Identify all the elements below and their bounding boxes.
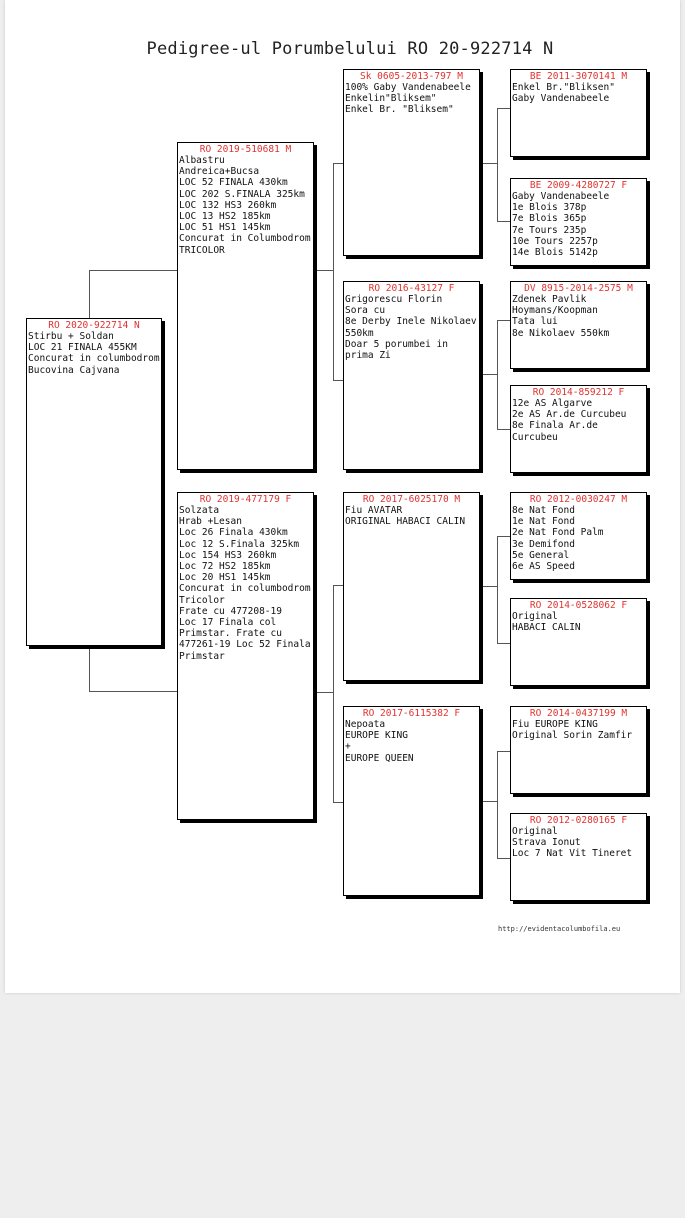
detail-line: HABACI CALIN xyxy=(512,622,581,634)
pigeon-details xyxy=(178,155,313,256)
great-grandparent-box xyxy=(510,598,647,686)
detail-line: 7e Blois 365p xyxy=(512,213,587,225)
detail-line: Curcubeu xyxy=(512,431,558,443)
pigeon-details xyxy=(344,505,479,527)
pigeon-details xyxy=(511,611,646,633)
detail-line: EUROPE KING xyxy=(345,730,408,742)
connector xyxy=(497,751,511,752)
detail-line: LOC 202 S.FINALA 325km xyxy=(179,188,305,200)
pigeon-details xyxy=(27,331,161,376)
ring-number: RO 2019-510681 M xyxy=(199,144,292,155)
detail-line: 3e Demifond xyxy=(512,538,575,550)
detail-line: Solzata xyxy=(179,505,220,516)
pigeon-details xyxy=(344,82,479,116)
detail-line: + xyxy=(345,741,351,753)
detail-line: Loc 26 Finala 430km xyxy=(179,527,288,539)
granddam-paternal-box xyxy=(343,281,480,470)
pigeon-details xyxy=(511,719,646,741)
connector xyxy=(497,751,498,859)
ring-number: RO 2017-6115382 F xyxy=(362,708,461,719)
connector xyxy=(479,586,498,587)
ring-number: RO 2017-6025170 M xyxy=(362,494,461,505)
detail-line: Enkel Br. "Bliksem" xyxy=(345,104,454,116)
great-grandparent-box xyxy=(510,813,647,901)
detail-line: Original xyxy=(512,611,558,622)
connector xyxy=(333,585,334,803)
pigeon-details xyxy=(511,191,646,258)
detail-line: 2e AS Ar.de Curcubeu xyxy=(512,409,627,421)
detail-line: Primstar. Frate cu xyxy=(179,628,282,640)
detail-line: LOC 21 FINALA 455KM xyxy=(28,342,137,354)
detail-line: Loc 17 Finala col xyxy=(179,617,277,629)
detail-line: Hoymans/Koopman xyxy=(512,305,598,317)
connector xyxy=(313,270,334,271)
detail-line: Enkel Br."Bliksen" xyxy=(512,82,615,93)
detail-line: Gaby Vandenabeele xyxy=(512,191,610,202)
detail-line: Strava Ionut xyxy=(512,837,581,849)
ring-number: RO 2012-0030247 M xyxy=(529,494,628,505)
detail-line: 477261-19 Loc 52 Finala xyxy=(179,639,311,651)
ring-number: DV 8915-2014-2575 M xyxy=(524,283,633,294)
connector xyxy=(333,163,334,381)
ring-number: BE 2009-4280727 F xyxy=(529,180,628,191)
connector xyxy=(497,320,498,430)
pigeon-details xyxy=(344,719,479,764)
detail-line: Loc 154 HS3 260km xyxy=(179,549,277,561)
dam-box xyxy=(177,492,314,820)
detail-line: Enkelin"Bliksem" xyxy=(345,93,437,105)
detail-line: Gaby Vandenabeele xyxy=(512,93,610,105)
ring-number: RO 2014-859212 F xyxy=(532,387,625,398)
ring-number: RO 2012-0280165 F xyxy=(529,815,628,826)
pigeon-details xyxy=(511,398,646,443)
detail-line: Loc 12 S.Finala 325km xyxy=(179,538,300,550)
detail-line: Concurat in columbodrom xyxy=(179,583,311,595)
connector xyxy=(313,692,334,693)
detail-line: 12e AS Algarve xyxy=(512,398,593,409)
detail-line: Bucovina Cajvana xyxy=(28,364,120,376)
detail-line: ORIGINAL HABACI CALIN xyxy=(345,516,466,528)
connector xyxy=(497,536,498,644)
detail-line: Original xyxy=(512,826,558,837)
ring-number: RO 2014-0528062 F xyxy=(529,600,628,611)
detail-line: Loc 20 HS1 145km xyxy=(179,572,271,584)
grandsire-paternal-box xyxy=(343,69,480,256)
detail-line: Fiu EUROPE KING xyxy=(512,719,598,730)
detail-line: Andreica+Bucsa xyxy=(179,166,260,178)
connector xyxy=(497,858,511,859)
connector xyxy=(497,643,511,644)
detail-line: LOC 132 HS3 260km xyxy=(179,199,277,211)
detail-line: 7e Tours 235p xyxy=(512,224,587,236)
ring-number: RO 2020-922714 N xyxy=(48,320,140,331)
great-grandparent-box xyxy=(510,706,647,794)
pigeon-details xyxy=(511,82,646,104)
detail-line: 8e Nat Fond xyxy=(512,505,575,516)
detail-line: 5e General xyxy=(512,549,570,561)
great-grandparent-box xyxy=(510,385,647,473)
great-grandparent-box xyxy=(510,281,647,369)
connector xyxy=(497,108,511,109)
detail-line: Tricolor xyxy=(179,594,225,606)
detail-line: Loc 7 Nat Vit Tineret xyxy=(512,848,633,860)
connector xyxy=(497,221,511,222)
detail-line: Primstar xyxy=(179,650,225,662)
detail-line: Sora cu xyxy=(345,305,386,317)
detail-line: 8e Derby Inele Nikolaev xyxy=(345,316,477,328)
subject-pigeon-box xyxy=(26,318,162,646)
detail-line: 8e Finala Ar.de xyxy=(512,420,598,432)
connector xyxy=(89,645,90,692)
detail-line: 14e Blois 5142p xyxy=(512,247,598,259)
connector xyxy=(479,163,498,164)
detail-line: Original Sorin Zamfir xyxy=(512,730,633,742)
grandsire-maternal-box xyxy=(343,492,480,681)
detail-line: 1e Blois 378p xyxy=(512,202,587,214)
connector xyxy=(89,270,178,271)
connector xyxy=(497,429,511,430)
detail-line: Zdenek Pavlik xyxy=(512,294,587,305)
detail-line: 1e Nat Fond xyxy=(512,516,575,528)
pigeon-details xyxy=(511,294,646,339)
connector xyxy=(497,536,511,537)
detail-line: EUROPE QUEEN xyxy=(345,752,414,764)
detail-line: Stirbu + Soldan xyxy=(28,331,114,342)
connector xyxy=(479,374,498,375)
ring-number: BE 2011-3070141 M xyxy=(529,71,628,82)
detail-line: 10e Tours 2257p xyxy=(512,235,598,247)
connector xyxy=(479,801,498,802)
pigeon-details xyxy=(511,505,646,572)
detail-line: 100% Gaby Vandenabeele xyxy=(345,82,471,93)
detail-line: prima Zi xyxy=(345,350,391,362)
great-grandparent-box xyxy=(510,492,647,580)
detail-line: 6e AS Speed xyxy=(512,561,575,573)
page-title: Pedigree-ul Porumbelului RO 20-922714 N xyxy=(146,39,554,59)
detail-line: Nepoata xyxy=(345,719,386,730)
connector xyxy=(497,320,511,321)
ring-number: RO 2019-477179 F xyxy=(199,494,292,505)
detail-line: LOC 13 HS2 185km xyxy=(179,211,271,223)
great-grandparent-box xyxy=(510,69,647,157)
detail-line: 8e Nikolaev 550km xyxy=(512,327,610,339)
detail-line: LOC 52 FINALA 430km xyxy=(179,177,288,189)
pigeon-details xyxy=(511,826,646,860)
detail-line: TRICOLOR xyxy=(179,244,225,256)
ring-number: RO 2016-43127 F xyxy=(368,283,455,294)
detail-line: Grigorescu Florin xyxy=(345,294,443,305)
detail-line: LOC 51 HS1 145km xyxy=(179,222,271,234)
pigeon-details xyxy=(344,294,479,361)
connector xyxy=(89,691,178,692)
granddam-maternal-box xyxy=(343,706,480,896)
detail-line: Fiu AVATAR xyxy=(345,505,403,516)
pigeon-details xyxy=(178,505,313,662)
detail-line: Concurat in columbodrom xyxy=(28,353,160,365)
detail-line: Albastru xyxy=(179,155,225,166)
detail-line: Loc 72 HS2 185km xyxy=(179,561,271,573)
detail-line: Doar 5 porumbei in xyxy=(345,338,448,350)
great-grandparent-box xyxy=(510,178,647,266)
detail-line: 550km xyxy=(345,327,374,339)
detail-line: Tata lui xyxy=(512,316,558,328)
detail-line: 2e Nat Fond Palm xyxy=(512,527,604,539)
ring-number: RO 2014-0437199 M xyxy=(529,708,628,719)
sire-box xyxy=(177,142,314,470)
connector xyxy=(89,270,90,318)
detail-line: Hrab +Lesan xyxy=(179,516,242,528)
website-url[interactable]: http://evidentacolumbofila.eu xyxy=(498,925,621,933)
connector xyxy=(497,108,498,222)
detail-line: Frate cu 477208-19 xyxy=(179,605,282,617)
ring-number: Sk 0605-2013-797 M xyxy=(360,71,463,82)
detail-line: Concurat in Columbodrom xyxy=(179,233,311,245)
